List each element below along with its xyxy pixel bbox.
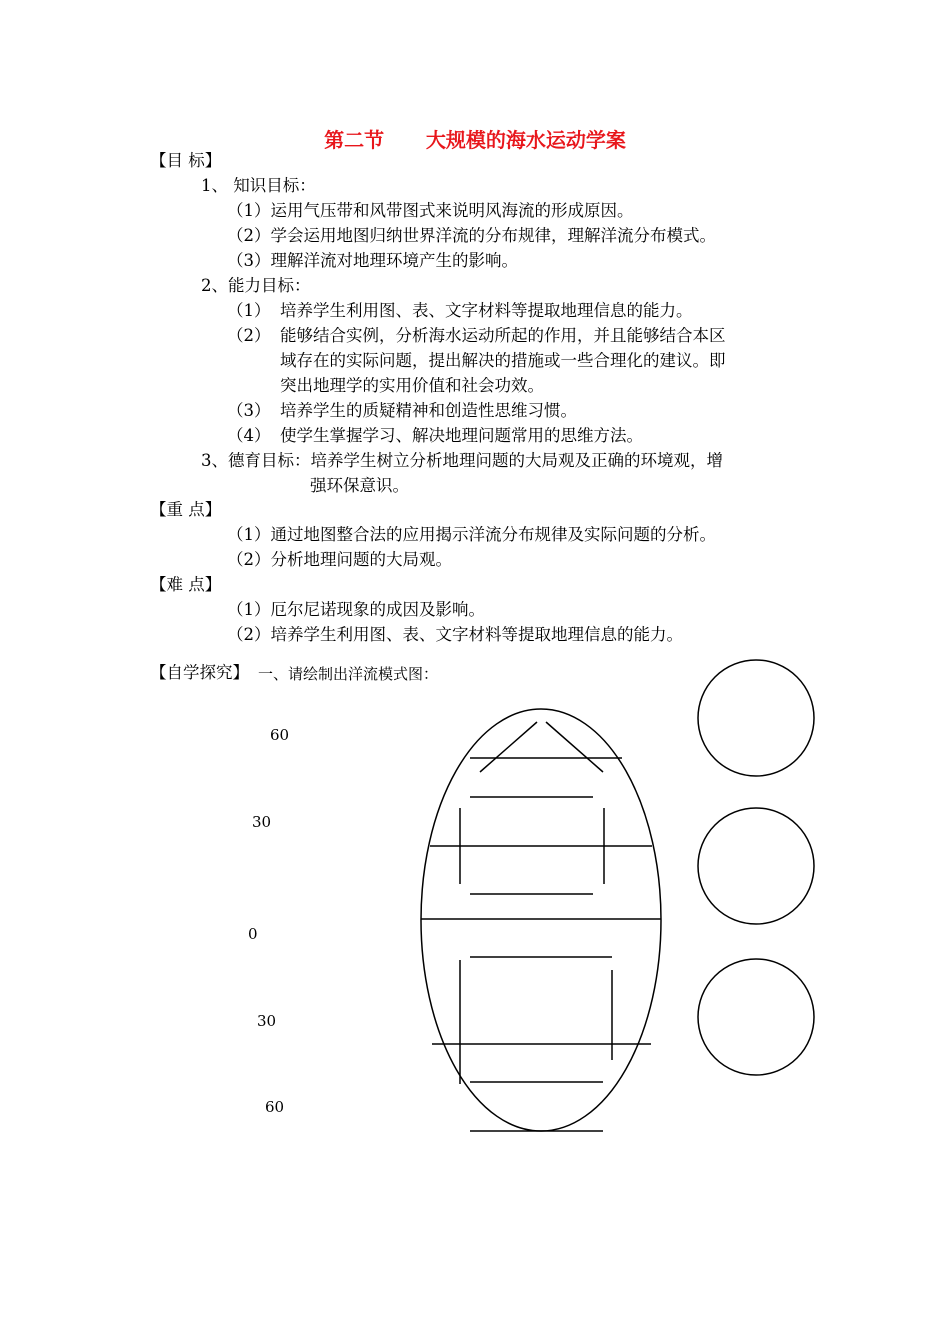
ability-goals-heading: 2、能力目标： (201, 276, 311, 295)
ability-item-1-text: 培养学生利用图、表、文字材料等提取地理信息的能力。 (280, 301, 693, 320)
key-point-1: （1）通过地图整合法的应用揭示洋流分布规律及实际问题的分析。 (227, 525, 716, 544)
drawing-circle-1 (698, 660, 814, 776)
globe-outline (421, 709, 661, 1131)
difficulty-1: （1）厄尔尼诺现象的成因及影响。 (227, 600, 485, 619)
goals-heading: 【目 标】 (150, 151, 222, 170)
ability-item-3-text: 培养学生的质疑精神和创造性思维习惯。 (280, 401, 577, 420)
latitude-label-30n: 30 (252, 813, 272, 831)
ability-item-2-line-3: 突出地理学的实用价值和社会功效。 (280, 376, 544, 395)
difficulty-2: （2）培养学生利用图、表、文字材料等提取地理信息的能力。 (227, 625, 683, 644)
page-title: 第二节 大规模的海水运动学案 (324, 128, 626, 152)
moral-goals-line-2: 强环保意识。 (310, 476, 409, 495)
self-study-prompt: 一、请绘制出洋流模式图： (258, 665, 439, 683)
ability-item-2-line-2: 域存在的实际问题，提出解决的措施或一些合理化的建议。即 (280, 351, 726, 370)
drawing-circle-2 (698, 808, 814, 924)
ability-item-2-line-1: 能够结合实例，分析海水运动所起的作用，并且能够结合本区 (280, 326, 726, 345)
ability-item-4-text: 使学生掌握学习、解决地理问题常用的思维方法。 (280, 426, 643, 445)
ability-item-3-num: （3） (227, 401, 271, 420)
key-point-2: （2）分析地理问题的大局观。 (227, 550, 452, 569)
knowledge-item-1: （1）运用气压带和风带图式来说明风海流的形成原因。 (227, 201, 634, 220)
ability-item-4-num: （4） (227, 426, 271, 445)
moral-goals-line-1: 3、德育目标：培养学生树立分析地理问题的大局观及正确的环境观，增 (201, 451, 723, 470)
self-study-heading: 【自学探究】 (150, 663, 249, 682)
ability-item-1-num: （1） (227, 301, 271, 320)
difficulties-heading: 【难 点】 (150, 575, 222, 594)
knowledge-goals-heading: 1、 知识目标： (201, 176, 316, 195)
latitude-label-60n: 60 (270, 726, 290, 744)
knowledge-item-3: （3）理解洋流对地理环境产生的影响。 (227, 251, 518, 270)
ability-item-2-num: （2） (227, 326, 271, 345)
latitude-label-60s: 60 (265, 1098, 285, 1116)
knowledge-item-2: （2）学会运用地图归纳世界洋流的分布规律，理解洋流分布模式。 (227, 226, 716, 245)
polar-current-right (546, 722, 603, 772)
key-points-heading: 【重 点】 (150, 500, 222, 519)
drawing-circle-3 (698, 959, 814, 1075)
latitude-label-0: 0 (248, 925, 258, 943)
latitude-label-30s: 30 (257, 1012, 277, 1030)
